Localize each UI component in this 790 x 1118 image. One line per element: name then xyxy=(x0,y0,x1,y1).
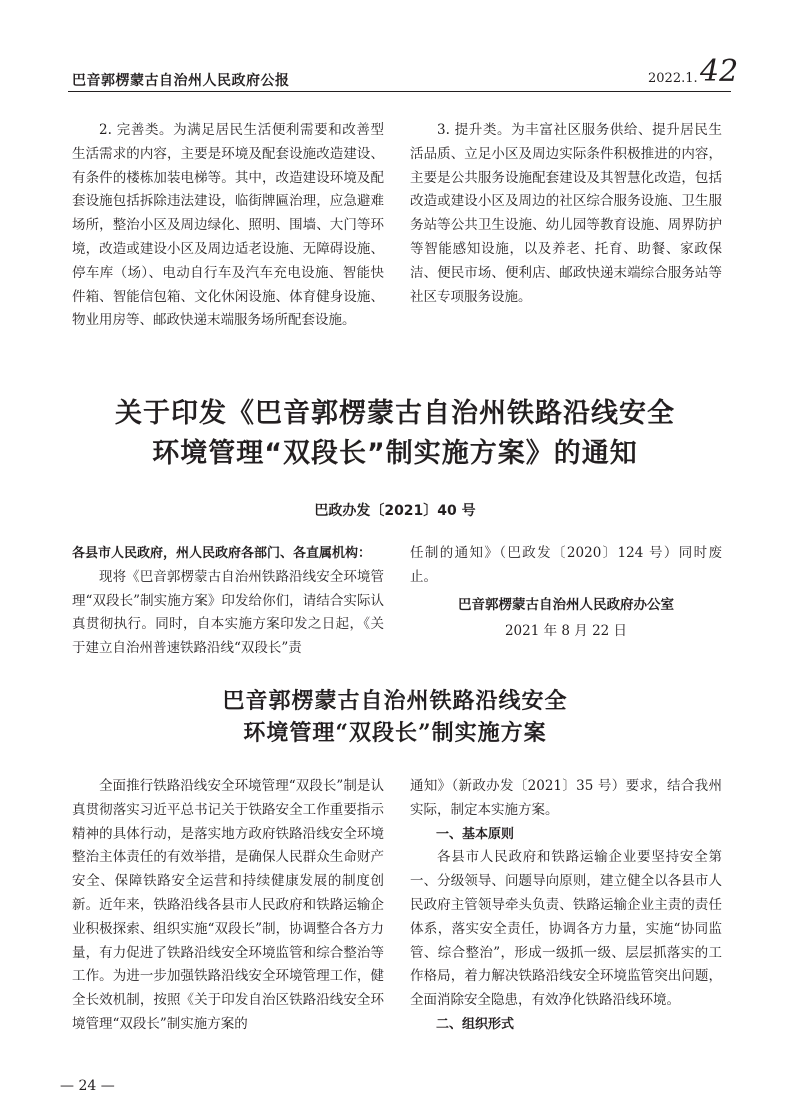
notice-title-line1: 关于印发《巴音郭楞蒙古自治州铁路沿线安全 xyxy=(115,398,675,429)
notice-body-continued: 任制的通知》（巴政发〔2020〕124 号）同时废止。 xyxy=(410,545,722,585)
header-rule xyxy=(68,91,731,92)
publication-title: 巴音郭楞蒙古自治州人民政府公报 xyxy=(72,73,290,89)
plan-left-column xyxy=(72,775,384,1037)
plan-intro-continued: 通知》（新政办发〔2021〕35 号）要求，结合我州实际，制定本实施方案。 xyxy=(410,778,722,818)
notice-title-line2: 环境管理“双段长”制实施方案》的通知 xyxy=(152,438,638,469)
section-heading-organization: 二、组织形式 xyxy=(436,1016,515,1032)
paragraph-upgrade: 3. 提升类。为丰富社区服务供给、提升居民生活品质、立足小区及周边实际条件积极推进的内容，主要是公共服务设施配套建设及其智慧化改造，包括改造或建设小区及周边的社区综合服务设施、卫生服务站等公共卫生设施、幼儿园等教育设施、周界防护等智能感知设施，以及养老、托育、助餐、家政保洁、便民市场、便利店、邮政快递末端综合服务站等社区专项服务设施。 xyxy=(410,122,722,305)
top-right-column xyxy=(410,119,722,309)
signature-block xyxy=(410,592,722,644)
notice-body: 现将《巴音郭楞蒙古自治州铁路沿线安全环境管理“双段长”制实施方案》印发给你们，请结合实际认真贯彻执行。同时，自本实施方案印发之日起，《关于建立自治州普速铁路沿线“双段长”责 xyxy=(72,568,384,657)
paragraph-improvement: 2. 完善类。为满足居民生活便利需要和改善型生活需求的内容，主要是环境及配套设施改造建设、有条件的楼栋加装电梯等。其中，改造建设环境及配套设施包括拆除违法建设，临街牌匾治理，应急避难场所，整治小区及周边绿化、照明、围墙、大门等环境，改造或建设小区及周边适老设施、无障碍设施、停车库（场）、电动自行车及汽车充电设施、智能快件箱、智能信包箱、文化休闲设施、体育健身设施、物业用房等、邮政快递末端服务场所配套设施。 xyxy=(72,122,384,329)
page-footer-number: — 24 — xyxy=(60,1078,115,1094)
plan-title-line1: 巴音郭楞蒙古自治州铁路沿线安全 xyxy=(222,688,568,714)
header-page-number: 42 xyxy=(700,54,739,89)
plan-title xyxy=(60,685,730,749)
issue-date: 2021 年 8 月 22 日 xyxy=(504,623,628,639)
document-number: 巴政办发〔2021〕40 号 xyxy=(314,503,476,519)
issuing-office: 巴音郭楞蒙古自治州人民政府办公室 xyxy=(458,597,674,613)
section-heading-principles: 一、基本原则 xyxy=(436,826,515,842)
addressee: 各县市人民政府，州人民政府各部门、各直属机构： xyxy=(72,546,372,561)
notice-right-column xyxy=(410,542,722,590)
plan-intro-paragraph: 全面推行铁路沿线安全环境管理“双段长”制是认真贯彻落实习近平总书记关于铁路安全工作重要指示精神的具体行动，是落实地方政府铁路沿线安全环境整治主体责任的有效举措，是确保人民群众生命财产安全、保障铁路安全运营和持续健康发展的制度创新。近年来，铁路沿线各县市人民政府和铁路运输企业积极探索、组织实施“双段长”制，协调整合各方力量，有力促进了铁路沿线安全环境监管和综合整治等工作。为进一步加强铁路沿线安全环境管理工作，健全长效机制，按照《关于印发自治区铁路沿线安全环境管理“双段长”制实施方案的 xyxy=(72,778,384,1032)
plan-title-line2: 环境管理“双段长”制实施方案 xyxy=(243,720,547,746)
top-left-column xyxy=(72,119,384,333)
principles-paragraph: 各县市人民政府和铁路运输企业要坚持安全第一、分级领导、问题导向原则，建立健全以各县市人民政府主管领导牵头负责、铁路运输企业主责的责任体系，落实安全责任，协调各方力量，实施“协同监管、综合整治”，形成一级抓一级、层层抓落实的工作格局，着力解决铁路沿线安全环境监管突出问题，全面消除安全隐患，有效净化铁路沿线环境。 xyxy=(410,849,722,1009)
issue-date-header: 2022.1. xyxy=(648,71,698,86)
notice-title xyxy=(60,394,730,474)
notice-left-column xyxy=(72,542,384,661)
plan-right-column xyxy=(410,775,722,1037)
